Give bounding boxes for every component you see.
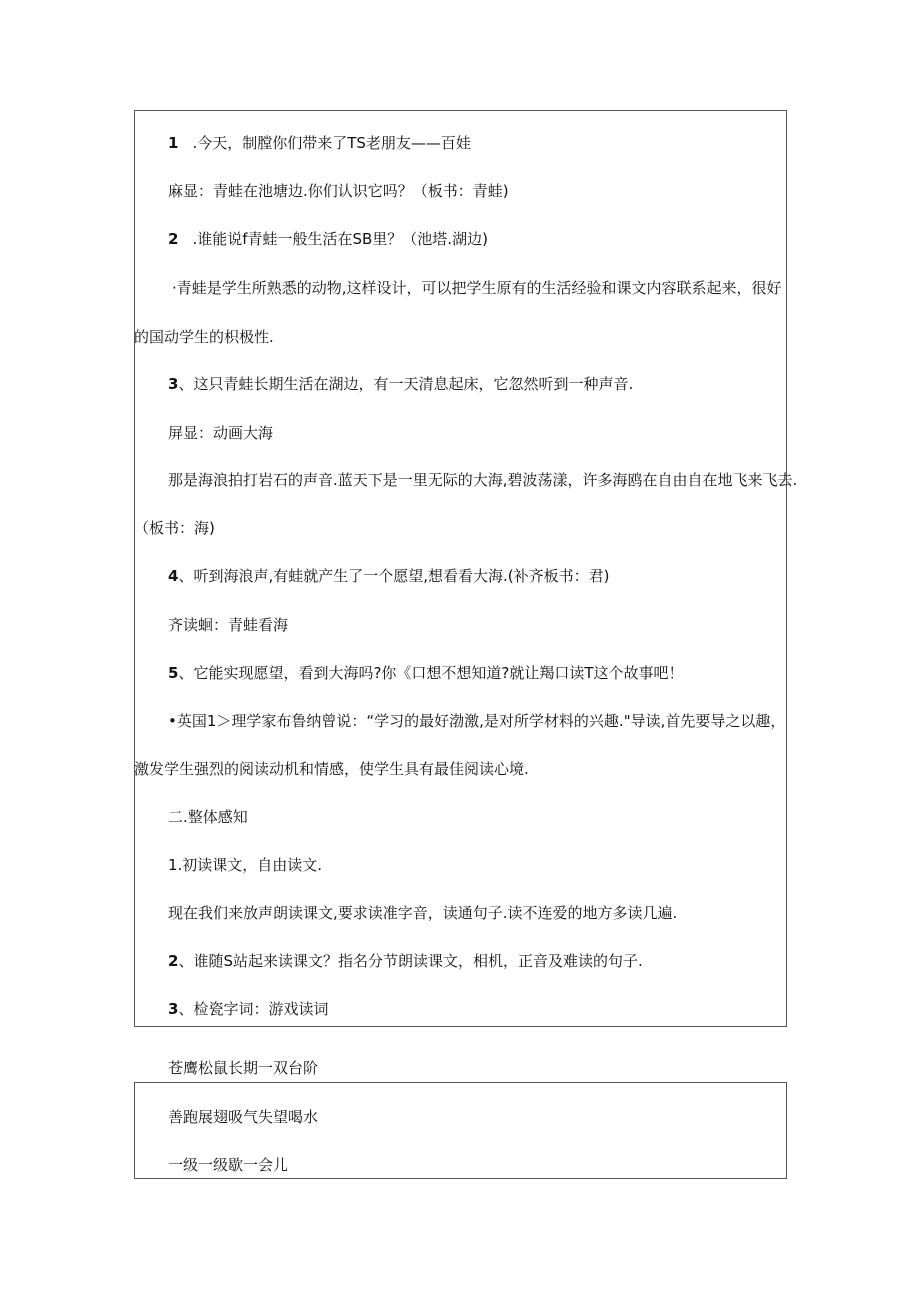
text-line-18 [168,951,643,971]
text-line-7 [168,423,273,443]
line-text: 麻显：青蛙在池塘边.你们认识它吗？（板书：青蛙) [168,182,509,200]
word-line-1: 善跑展翅吸气失望喝水 [168,1108,319,1126]
item-number: 1 [168,134,179,152]
text-line-15 [168,807,248,827]
line-text: 、它能实现愿望，看到大海吗?你《口想不想知道?就让羯口读T这个故事吧！ [178,664,684,682]
line-text: 的国动学生的枳极性. [134,328,274,346]
line-text: 那是海浪拍打岩石的声音.蓝天下是一里无际的大海,碧波荡漾，许多海鸥在自由自在地飞来飞去. [168,471,798,489]
text-line-10 [168,566,609,586]
line-text: 屏显：动画大海 [168,424,274,442]
item-number: 3 [168,1000,179,1018]
line-text: .谁能说f青蛙一般生活在SB里？（池塔.湖边) [192,230,488,248]
line-text: 、这只青蛙长期生活在湖边，有一天清息起床，它忽然听到一种声音. [178,375,634,393]
item-number: 2 [168,952,179,970]
text-line-14 [134,759,529,779]
text-line-2 [168,181,509,201]
text-line-11 [168,615,288,635]
line-text: （板书：海) [134,519,215,537]
line-text: •英国1＞理学家布鲁纳曾说：“学习的最好渤激,是对所学材料的兴趣."导读,首先要导之以趣， [168,712,786,730]
item-number: 2 [168,230,179,248]
line-text: 、检瓷字词：游戏读词 [178,1000,329,1018]
line-text: .今天，制膛你们带来了TS老朋友——百娃 [192,134,471,152]
text-line-8 [168,470,797,490]
text-line-16 [168,855,322,875]
text-line-4 [172,278,782,298]
line-text: 激发学生强烈的阅读动机和情感，使学生具有最佳阅读心境. [134,760,529,778]
line-text: 1.初读课文，自由读文. [168,856,323,874]
text-line-13 [168,711,785,731]
line-text: ·青蛙是学生所熟悉的动物,这样设计，可以把学生原有的生活经验和课文内容联系起来，很好 [172,279,782,297]
line-text: 、听到海浪声,有蛙就产生了一个愿望,想看看大海.(补齐板书：君) [178,567,610,585]
text-line-1 [168,133,471,153]
text-line-17 [168,903,677,923]
outside-text-line: 苍鹰松鼠长期一双台阶 [168,1059,319,1077]
line-text: 二.整体感知 [168,808,248,826]
item-number: 4 [168,567,179,585]
text-line-5 [134,327,274,347]
line-text: 现在我们来放声朗读课文,要求读准字音，读通句子.读不连爱的地方多读几遍. [168,904,678,922]
item-number: 3 [168,375,179,393]
item-number: 5 [168,664,179,682]
text-line-3 [168,229,488,249]
text-line-19 [168,999,328,1019]
text-line-12 [168,663,684,683]
text-line-6 [168,374,633,394]
text-line-9 [134,518,215,538]
line-text: 齐读蛔：青蛙看海 [168,616,289,634]
line-text: 、谁随S站起来读课文？指名分节朗读课文，相机，正音及难读的句子. [178,952,643,970]
word-line-2: 一级一级歇一会儿 [168,1156,289,1174]
